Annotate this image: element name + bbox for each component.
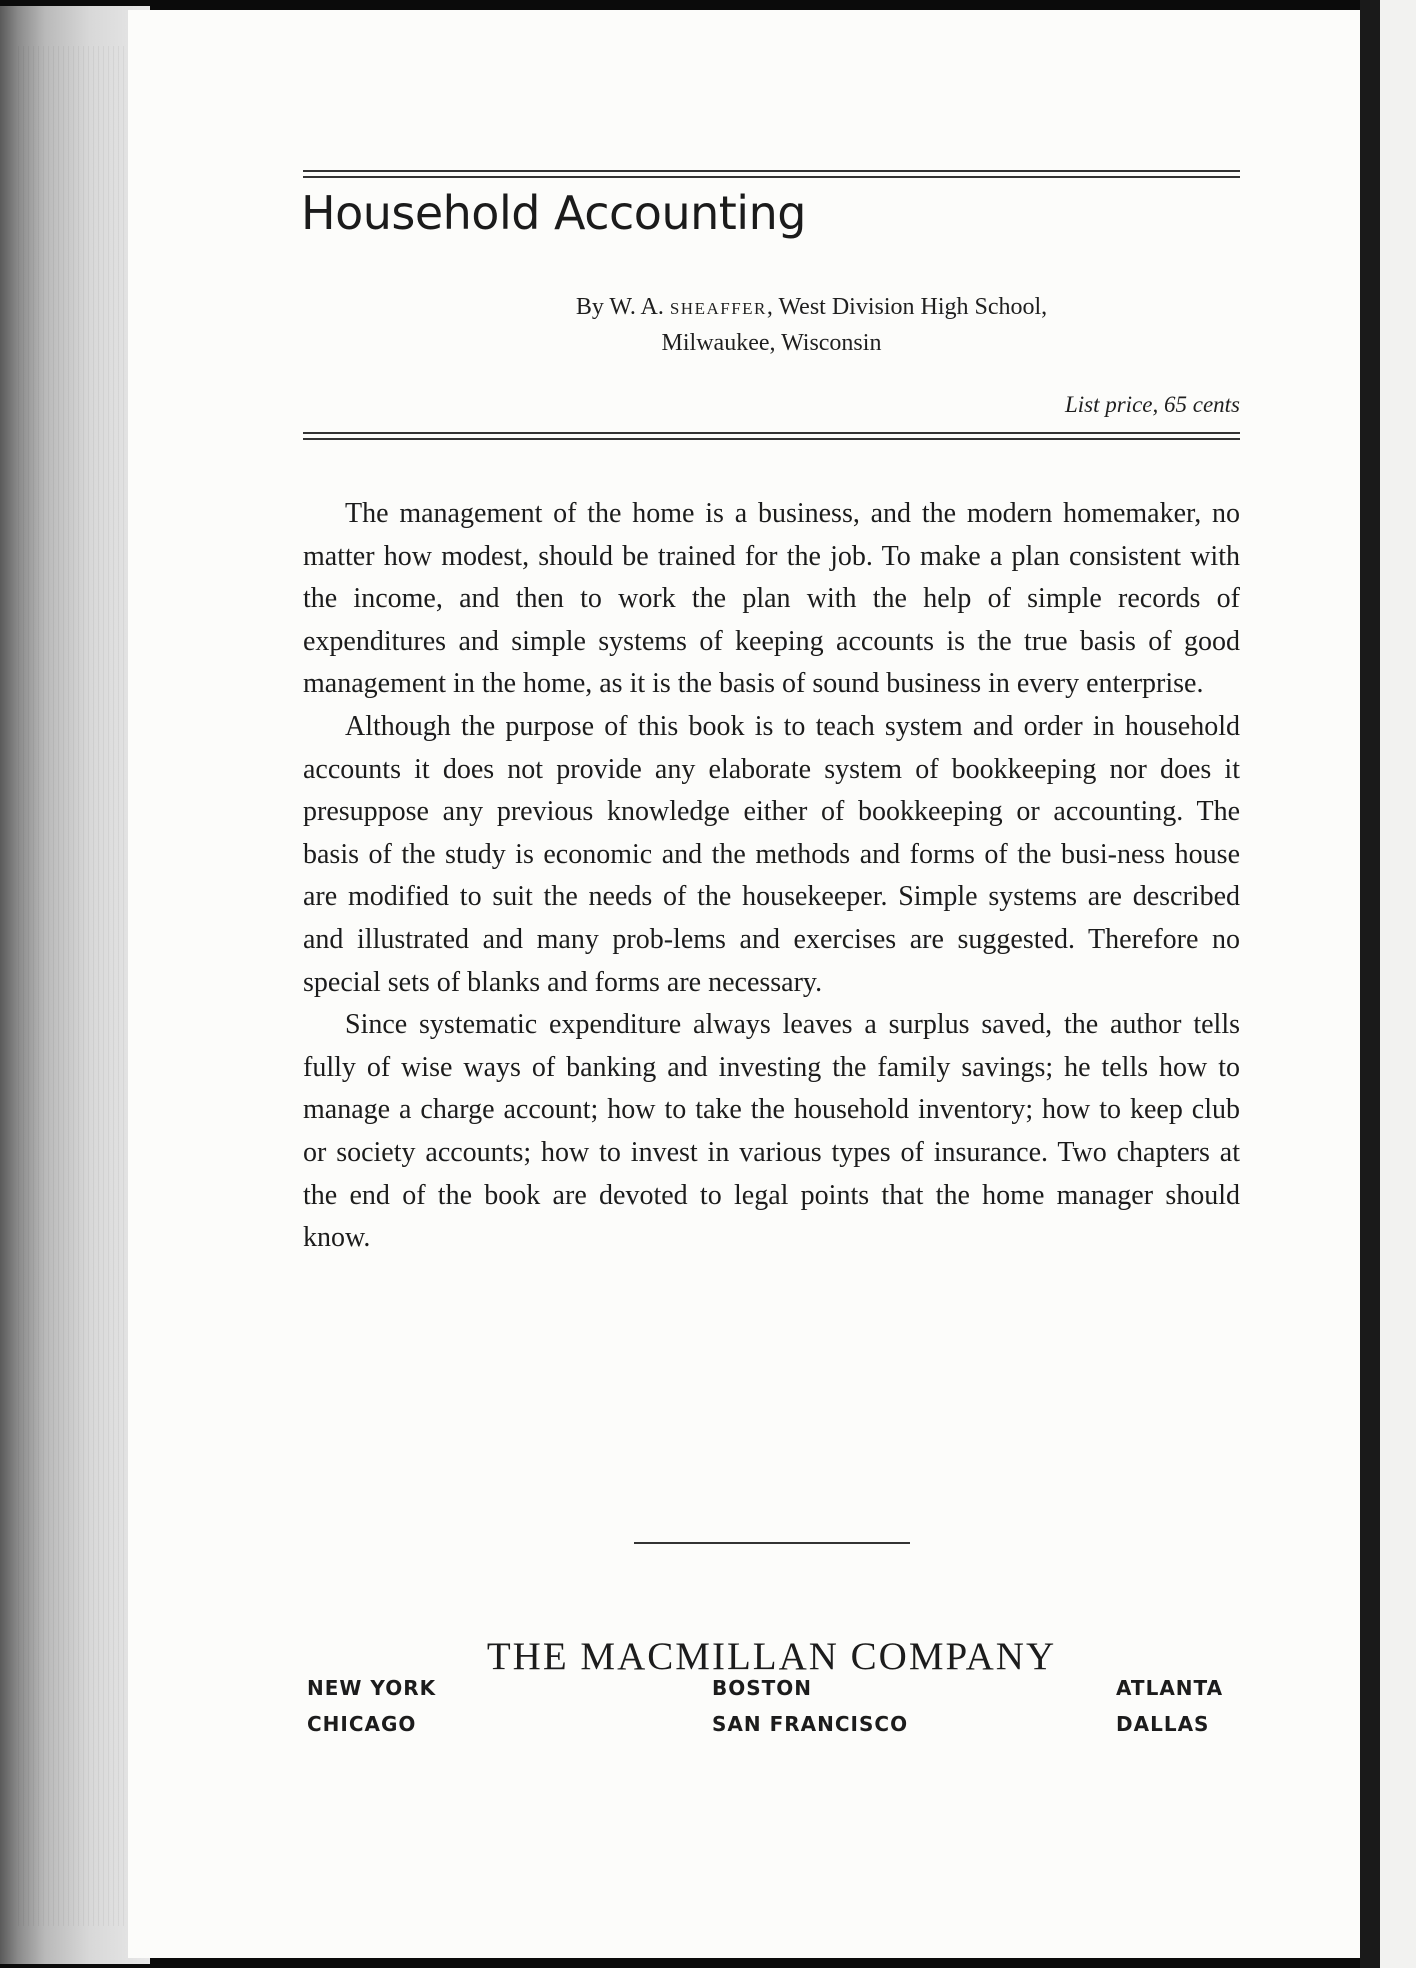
author-name: SHEAFFER — [669, 299, 767, 318]
city-boston: BOSTON — [712, 1676, 813, 1700]
bottom-double-rule — [303, 432, 1240, 440]
facing-page-edge — [1380, 0, 1416, 1968]
publisher-name: THE MACMILLAN COMPANY — [486, 1635, 1057, 1678]
city-san-francisco: SAN FRANCISCO — [712, 1712, 909, 1736]
author-location: Milwaukee, Wisconsin — [661, 330, 882, 356]
separator-rule — [634, 1542, 910, 1544]
byline-by: By W. A. — [575, 294, 670, 320]
paragraph-2: Although the purpose of this book is to teach system and order in household accounts it does not provide any elaborate system of bookkeeping nor does it presuppose any previous knowledge either of bookkeeping or accounting. The basis of the study is economic and the methods and forms of the busi-ness house are modified to suit the needs of the housekeeper. Simple systems are described and illustrated and many prob-lems and exercises are suggested. Therefore no special sets of blanks and forms are necessary. — [303, 710, 1240, 998]
paragraph-3: Since systematic expenditure always leaves a surplus saved, the author tells fully of wise ways of banking and investing the family savings; he tells how to manage a charge account; how to take the household inventory; how to keep club or society accounts; how to invest in various types of insurance. Two chapters at the end of the book are devoted to legal points that the home manager should know. — [303, 1009, 1240, 1254]
list-price: List price, 65 cents — [1064, 392, 1240, 417]
byline — [303, 290, 1240, 361]
description — [303, 493, 1240, 1260]
author-affiliation: , West Division High School, — [766, 294, 1048, 320]
city-dallas: DALLAS — [1116, 1712, 1210, 1736]
paragraph-1: The management of the home is a business, and the modern homemaker, no matter how modest, should be trained for the job. To make a plan consistent with the income, and then to work the plan with the help of simple records of expenditures and simple systems of keeping accounts is the true basis of good management in the home, as it is the basis of sound business in every enterprise. — [303, 498, 1240, 700]
page-edges — [18, 46, 128, 1926]
book-title: Household Accounting — [301, 186, 806, 240]
city-atlanta: ATLANTA — [1116, 1676, 1224, 1700]
top-double-rule — [303, 170, 1240, 178]
book-gutter — [1360, 0, 1380, 1968]
byline-line-1 — [303, 290, 1240, 326]
city-chicago: CHICAGO — [307, 1712, 417, 1736]
city-new-york: NEW YORK — [307, 1676, 437, 1700]
